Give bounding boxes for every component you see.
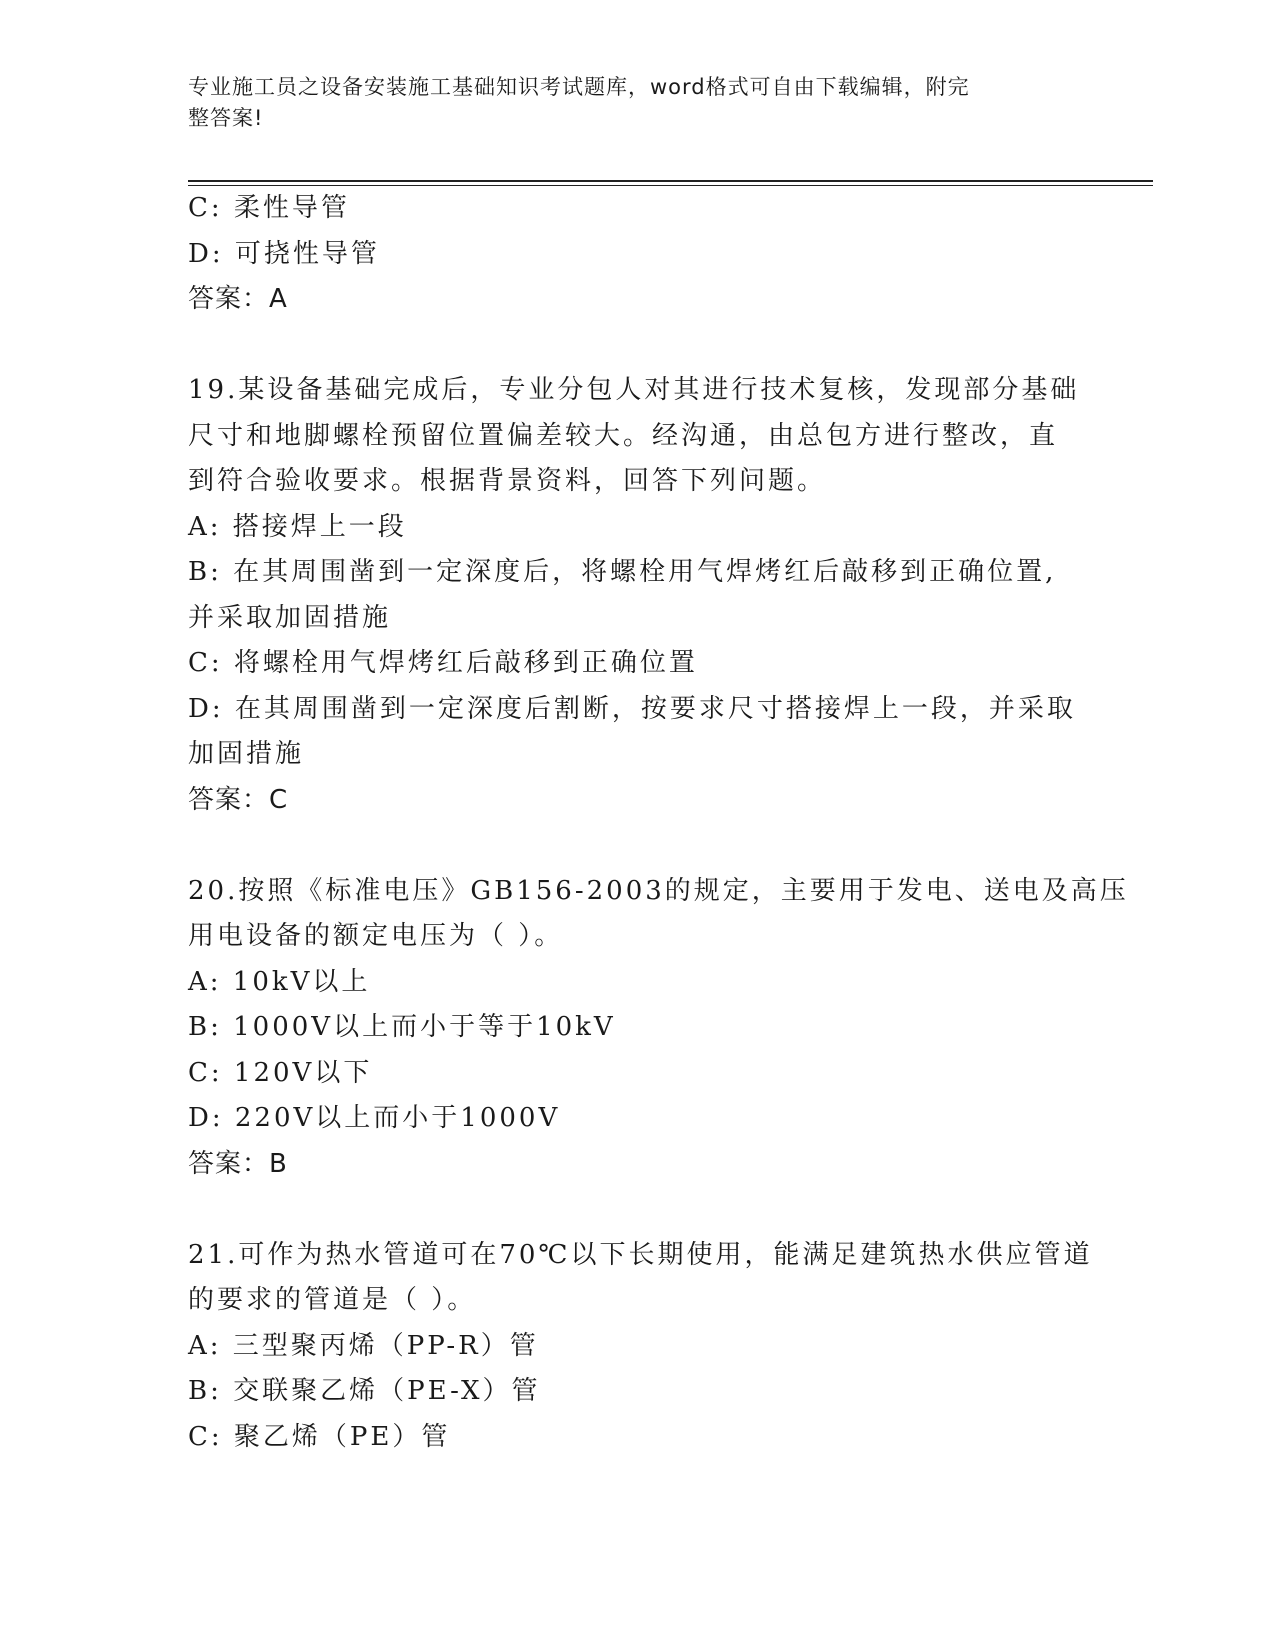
question-stem-line: 21.可作为热水管道可在70℃以下长期使用，能满足建筑热水供应管道 — [188, 1239, 1093, 1270]
spacer — [188, 323, 1088, 369]
spacer — [188, 1187, 1088, 1233]
question-20 — [188, 869, 1129, 1188]
answer-line: 答案：A — [188, 284, 288, 314]
header-divider-thick — [188, 180, 1153, 182]
question-18-tail — [188, 186, 1088, 323]
spacer — [188, 823, 1088, 869]
question-stem-line: 用电设备的额定电压为（ ）。 — [188, 921, 564, 951]
page-header — [188, 72, 1078, 134]
header-line-2: 整答案! — [188, 106, 264, 130]
option-c: C: 120V以下 — [188, 1057, 373, 1088]
option-c: C: 聚乙烯（PE）管 — [188, 1421, 451, 1452]
question-stem-line: 19.某设备基础完成后，专业分包人对其进行技术复核，发现部分基础 — [188, 375, 1080, 405]
option-b-line-1: B: 在其周围凿到一定深度后，将螺栓用气焊烤红后敲移到正确位置, — [188, 557, 1057, 587]
question-stem-line: 到符合验收要求。根据背景资料，回答下列问题。 — [188, 466, 827, 496]
question-stem-line: 的要求的管道是（ ）。 — [188, 1285, 477, 1315]
option-d-line-2: 加固措施 — [188, 739, 305, 769]
option-b: B: 交联聚乙烯（PE-X）管 — [188, 1376, 541, 1406]
question-19 — [188, 368, 1088, 823]
option-d-line-1: D: 在其周围凿到一定深度后割断，按要求尺寸搭接焊上一段，并采取 — [188, 693, 1076, 724]
question-21 — [188, 1233, 1093, 1461]
option-a: A: 三型聚丙烯（PP-R）管 — [188, 1330, 539, 1361]
option-a: A: 搭接焊上一段 — [188, 511, 407, 542]
option-b: B: 1000V以上而小于等于10kV — [188, 1012, 616, 1042]
document-body — [188, 186, 1129, 1460]
option-b-line-2: 并采取加固措施 — [188, 602, 392, 633]
question-stem-line: 尺寸和地脚螺栓预留位置偏差较大。经沟通，由总包方进行整改，直 — [188, 420, 1059, 451]
option-d: D: 可挠性导管 — [188, 238, 380, 269]
answer-line: 答案：B — [188, 1148, 288, 1179]
question-stem-line: 20.按照《标准电压》GB156-2003的规定，主要用于发电、送电及高压 — [188, 875, 1129, 906]
header-line-1: 专业施工员之设备安装施工基础知识考试题库，word格式可自由下载编辑，附完 — [188, 75, 970, 99]
option-c: C: 柔性导管 — [188, 193, 350, 223]
option-a: A: 10kV以上 — [188, 966, 371, 997]
answer-line: 答案：C — [188, 784, 289, 815]
option-d: D: 220V以上而小于1000V — [188, 1103, 561, 1133]
option-c: C: 将螺栓用气焊烤红后敲移到正确位置 — [188, 648, 698, 678]
